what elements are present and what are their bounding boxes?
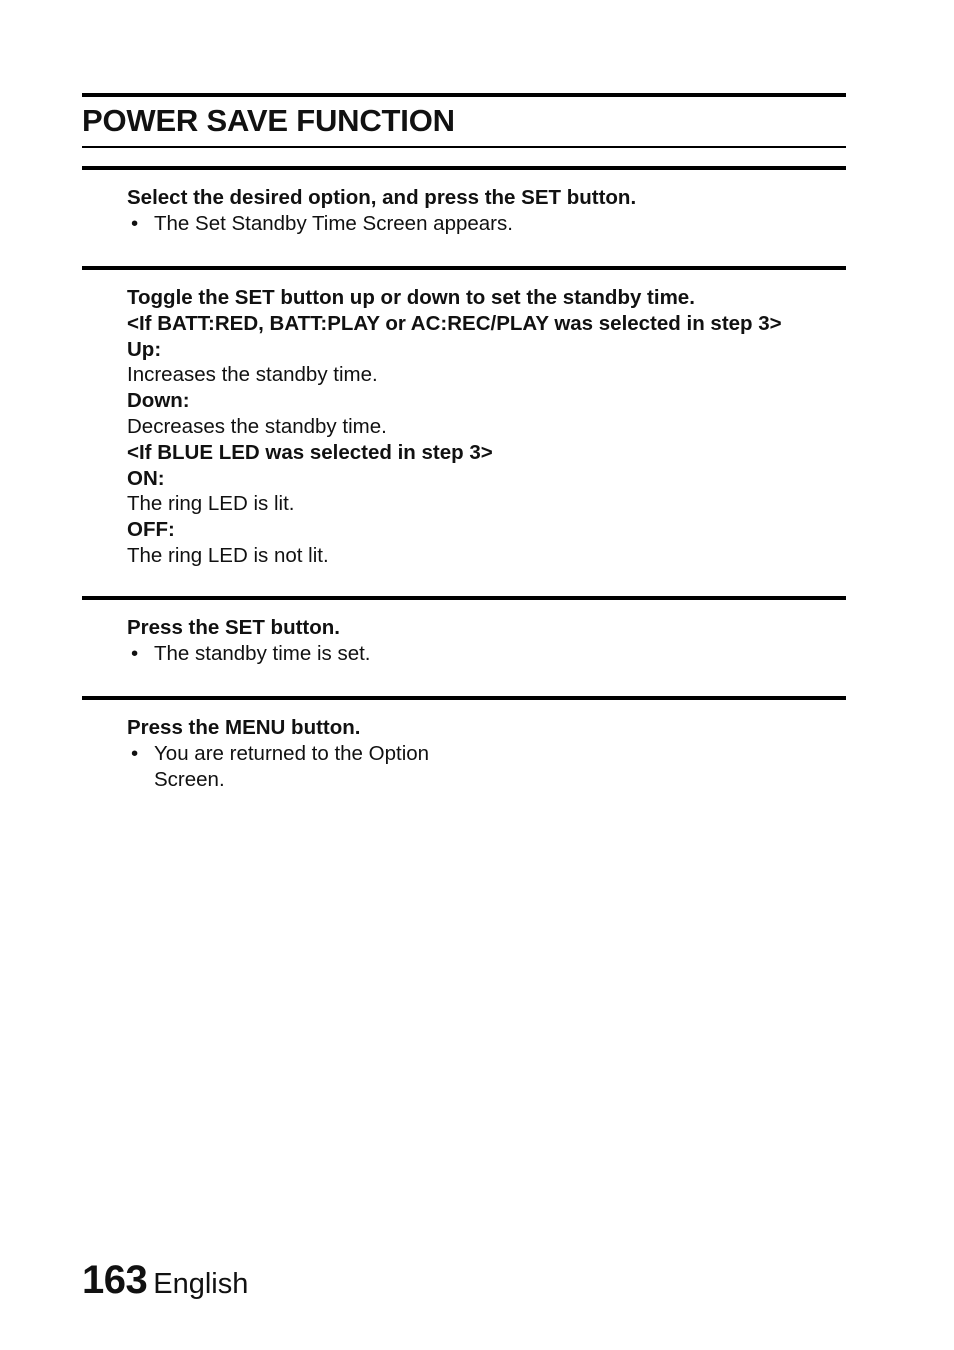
step-divider-2 <box>82 266 846 270</box>
bullet-item <box>127 741 857 793</box>
bullet-icon: • <box>131 741 139 765</box>
title-top-rule <box>82 93 846 97</box>
bullet-text: The Set Standby Time Screen appears. <box>154 211 513 235</box>
condition-batt: <If BATT:RED, BATT:PLAY or AC:REC/PLAY was selected in step 3> <box>127 311 782 335</box>
bullet-text: You are returned to the Option <box>154 741 430 765</box>
bullet-text-continued: Screen. <box>154 767 225 791</box>
page-number: 163 <box>82 1258 148 1302</box>
step-2 <box>127 285 857 569</box>
on-label: ON: <box>127 466 165 490</box>
up-label: Up: <box>127 337 162 361</box>
step-heading: Press the MENU button. <box>127 716 361 739</box>
step-heading: Press the SET button. <box>127 616 340 639</box>
title-bottom-rule <box>82 146 846 148</box>
off-text: The ring LED is not lit. <box>127 543 329 567</box>
step-3 <box>127 615 857 667</box>
bullet-icon: • <box>131 211 139 235</box>
footer-language: English <box>153 1268 249 1300</box>
bullet-item <box>127 211 857 237</box>
page-title: POWER SAVE FUNCTION <box>82 103 455 138</box>
step-4 <box>127 715 857 792</box>
up-text: Increases the standby time. <box>127 363 378 387</box>
bullet-text: The standby time is set. <box>154 641 371 665</box>
condition-led: <If BLUE LED was selected in step 3> <box>127 440 493 464</box>
step-1 <box>127 185 857 237</box>
step-divider-3 <box>82 596 846 600</box>
step-heading: Toggle the SET button up or down to set the standby time. <box>127 286 695 309</box>
off-label: OFF: <box>127 518 175 542</box>
page-footer <box>82 1258 248 1303</box>
step-divider-4 <box>82 696 846 700</box>
bullet-item <box>127 641 857 667</box>
on-text: The ring LED is lit. <box>127 492 295 516</box>
down-text: Decreases the standby time. <box>127 414 387 438</box>
step-heading: Select the desired option, and press the SET button. <box>127 186 637 209</box>
step-divider-1 <box>82 166 846 170</box>
down-label: Down: <box>127 389 190 413</box>
bullet-icon: • <box>131 641 139 665</box>
